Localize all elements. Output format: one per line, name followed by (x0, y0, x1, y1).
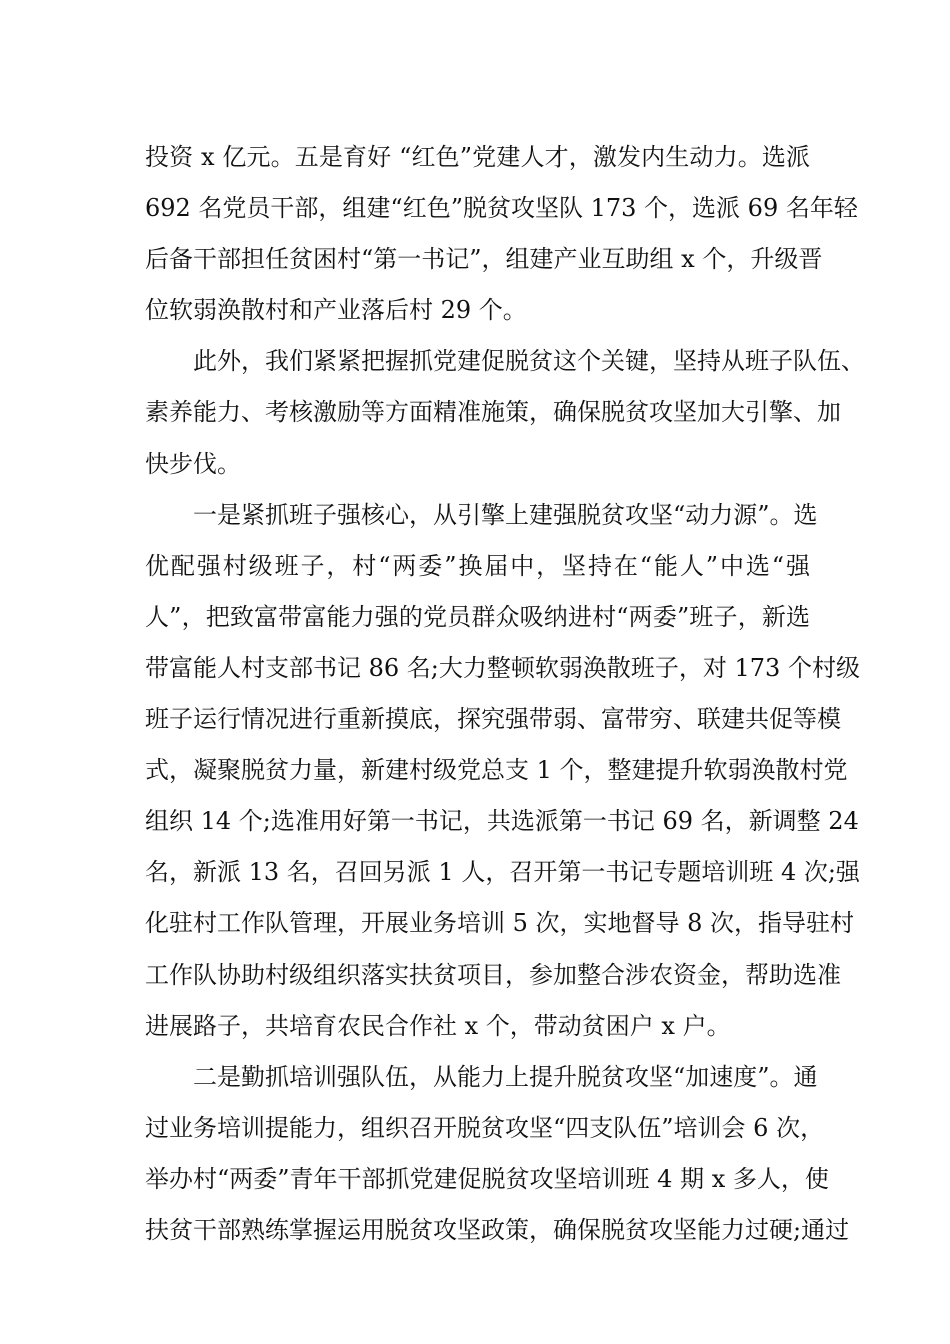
text-line: 过业务培训提能力，组织召开脱贫攻坚“四支队伍”培训会 6 次， (145, 1113, 825, 1142)
text-line: 扶贫干部熟练掌握运用脱贫攻坚政策，确保脱贫攻坚能力过硬;通过 (145, 1215, 850, 1244)
text-line: 快步伐。 (145, 449, 241, 478)
text-line: 人”，把致富带富能力强的党员群众吸纳进村“两委”班子，新选 (145, 602, 810, 631)
text-line: 优配强村级班子，村“两委”换届中，坚持在“能人”中选“强 (145, 551, 810, 580)
text-line: 692 名党员干部，组建“红色”脱贫攻坚队 173 个，选派 69 名年轻 (145, 194, 858, 223)
text-line: 投资 x 亿元。五是育好 “红色”党建人才，激发内生动力。选派 (145, 143, 810, 171)
document-body (145, 132, 865, 1256)
text-line: 后备干部担任贫困村“第一书记”，组建产业互助组 x 个，升级晋 (145, 245, 823, 274)
text-line: 名，新派 13 名，召回另派 1 人，召开第一书记专题培训班 4 次;强 (145, 858, 860, 887)
text-line: 班子运行情况进行重新摸底，探究强带弱、富带穷、联建共促等模 (145, 705, 841, 734)
text-line: 进展路子，共培育农民合作社 x 个，带动贫困户 x 户。 (145, 1011, 731, 1040)
text-line: 化驻村工作队管理，开展业务培训 5 次，实地督导 8 次，指导驻村 (145, 909, 855, 938)
text-line: 举办村“两委”青年干部抓党建促脱贫攻坚培训班 4 期 x 多人，使 (145, 1164, 829, 1193)
text-line: 带富能人村支部书记 86 名;大力整顿软弱涣散班子，对 173 个村级 (145, 653, 860, 682)
text-line: 组织 14 个;选准用好第一书记，共选派第一书记 69 名，新调整 24 (145, 807, 859, 836)
text-line: 式，凝聚脱贫力量，新建村级党总支 1 个，整建提升软弱涣散村党 (145, 756, 848, 785)
paragraph-first-line: 此外，我们紧紧把握抓党建促脱贫这个关键，坚持从班子队伍、 (193, 347, 865, 376)
text-line: 素养能力、考核激励等方面精准施策，确保脱贫攻坚加大引擎、加 (145, 398, 841, 427)
paragraph-first-line: 二是勤抓培训强队伍，从能力上提升脱贫攻坚“加速度”。通 (193, 1062, 818, 1091)
text-line: 位软弱涣散村和产业落后村 29 个。 (145, 296, 527, 325)
text-line: 工作队协助村级组织落实扶贫项目，参加整合涉农资金，帮助选准 (145, 960, 841, 989)
paragraph-first-line: 一是紧抓班子强核心，从引擎上建强脱贫攻坚“动力源”。选 (193, 500, 818, 529)
